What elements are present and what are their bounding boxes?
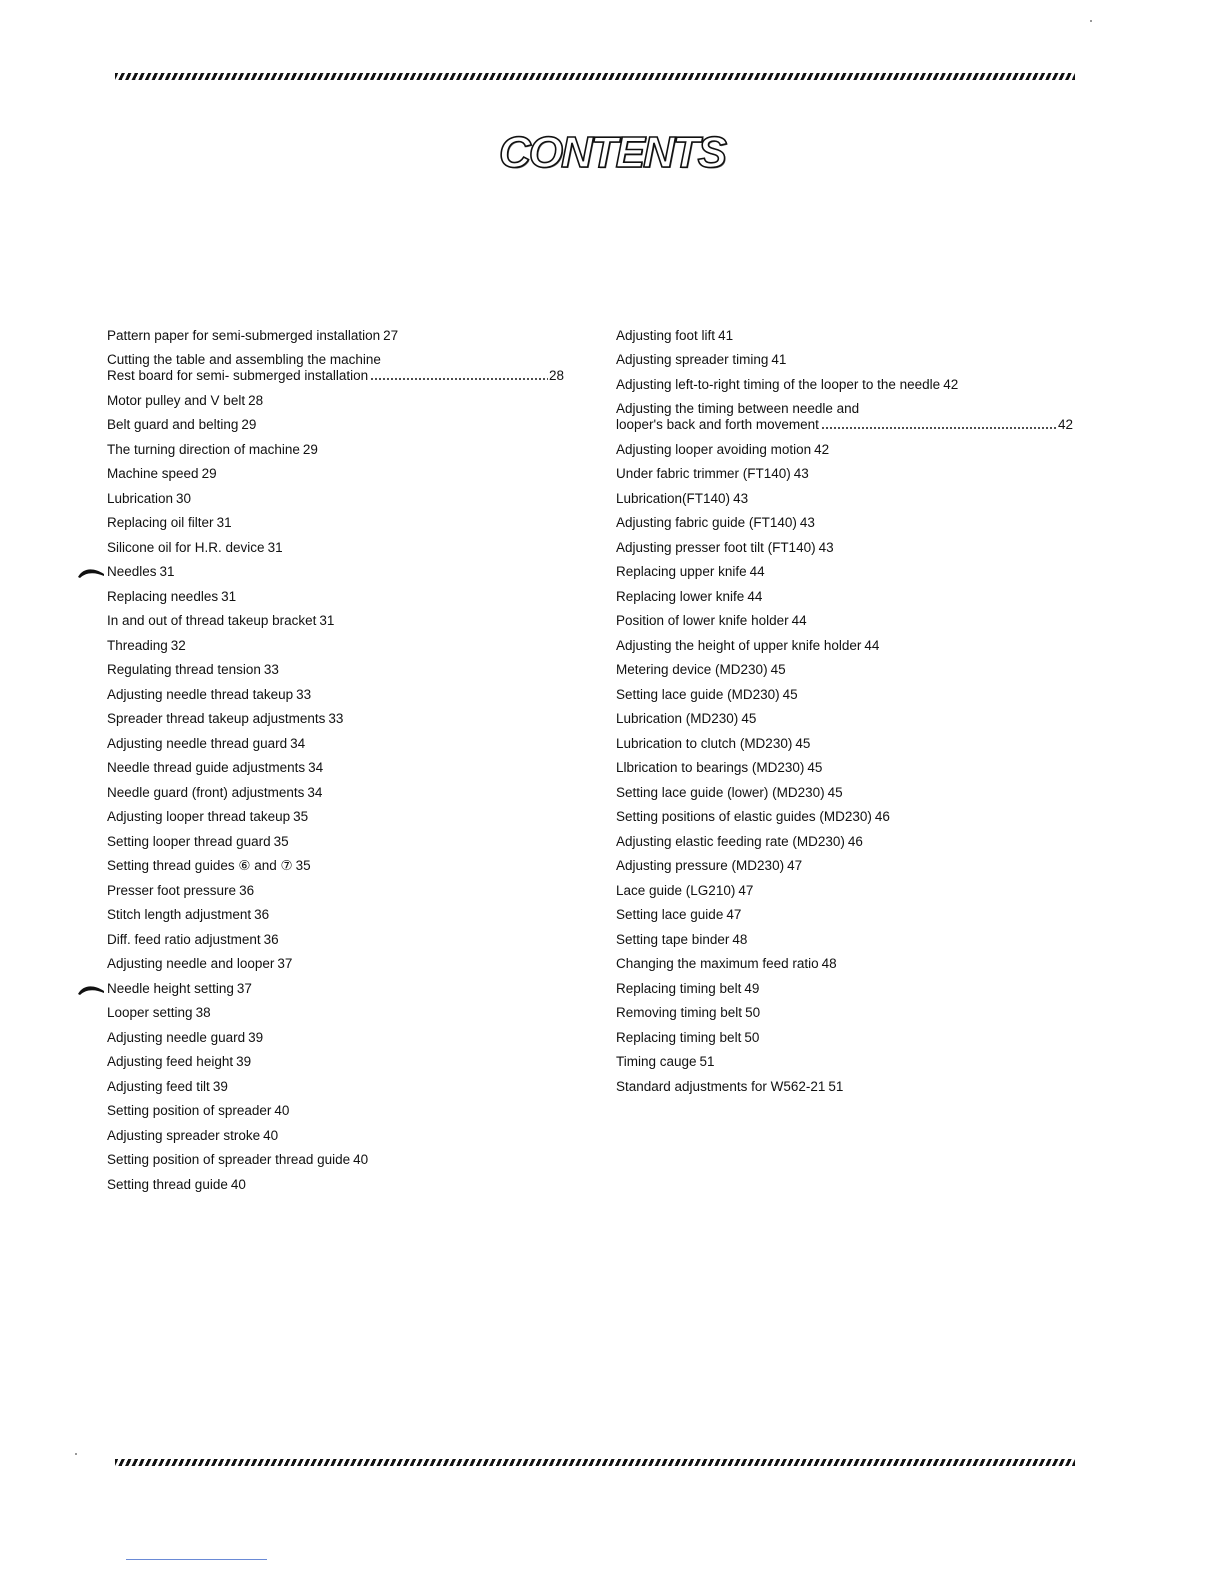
- toc-entry-row: [616, 417, 1073, 433]
- toc-entry-page-number: 43: [733, 490, 749, 506]
- toc-entry-row: [107, 1005, 211, 1021]
- toc-entry-row: [107, 1177, 246, 1193]
- toc-entry-page-number: 46: [847, 833, 863, 849]
- toc-entry: [616, 556, 1073, 581]
- toc-entry-title: Setting position of spreader thread guide: [107, 1152, 351, 1167]
- toc-entry-title: Setting thread guide: [107, 1176, 228, 1192]
- toc-entry-page-number: 43: [793, 466, 809, 481]
- toc-entry-row: [107, 442, 318, 458]
- toc-entry-row: [616, 662, 786, 678]
- toc-entry-page-number: 44: [749, 564, 765, 579]
- toc-entry-row: [616, 687, 798, 703]
- toc-entry: [616, 368, 1073, 393]
- toc-entry: [616, 531, 1073, 556]
- toc-entry-row: [616, 377, 958, 393]
- toc-entry-page-number: 50: [745, 1005, 761, 1020]
- page-title: CONTENTS: [499, 128, 725, 177]
- scan-speck: [75, 1453, 77, 1455]
- footer-line: [126, 1559, 267, 1560]
- toc-entry-row: [107, 368, 564, 384]
- toc-entry-row: [616, 1054, 715, 1070]
- toc-entry: [107, 1021, 564, 1046]
- toc-entry: [616, 703, 1073, 728]
- toc-entry-title: Adjusting needle thread takeup: [107, 686, 294, 702]
- toc-entry: [107, 1095, 564, 1120]
- toc-entry-title: Setting lace guide: [616, 907, 724, 922]
- toc-entry-row: [107, 760, 323, 776]
- toc-entry-page-number: 33: [263, 662, 279, 677]
- toc-entry-page-number: 31: [159, 564, 175, 579]
- toc-entry: [107, 556, 564, 581]
- toc-entry-page-number: 45: [741, 711, 757, 726]
- toc-entry-title: Adjusting foot lift: [616, 327, 716, 343]
- toc-entry-title: Adjusting needle thread guard: [107, 735, 288, 751]
- toc-entry-page-number: 45: [770, 662, 786, 677]
- toc-entry: [616, 319, 1073, 344]
- toc-entry-title: Adjusting presser foot tilt (FT140): [616, 539, 816, 555]
- toc-entry-row: [616, 442, 829, 458]
- toc-entry-page-number: 42: [943, 376, 959, 392]
- toc-entry-title: Replacing upper knife: [616, 564, 747, 579]
- toc-entry-page-number: 50: [744, 1029, 760, 1045]
- toc-entry: [616, 850, 1073, 875]
- toc-entry-row: [107, 981, 252, 997]
- toc-entry-title: Setting thread guides ⑥ and ⑦: [107, 858, 293, 873]
- toc-entry-title: In and out of thread takeup bracket: [107, 613, 317, 628]
- toc-entry-page-number: 34: [307, 784, 323, 800]
- toc-entry-title: looper's back and forth movement: [616, 417, 819, 432]
- toc-entry-title: Timing cauge: [616, 1054, 697, 1069]
- toc-entry-row: [616, 785, 843, 801]
- toc-entry-title: Setting lace guide (MD230): [616, 686, 780, 702]
- toc-entry-row: [107, 417, 256, 433]
- toc-entry-title: Adjusting looper avoiding motion: [616, 441, 812, 457]
- toc-entry-first-line: Cutting the table and assembling the machine: [107, 352, 381, 367]
- toc-entry-row: [107, 638, 186, 654]
- toc-entry-page-number: 42: [814, 441, 830, 457]
- toc-entry-row: [107, 736, 305, 752]
- toc-entry-page-number: 36: [263, 931, 279, 947]
- toc-entry-row: [107, 393, 263, 409]
- toc-entry-page-number: 39: [236, 1054, 252, 1069]
- toc-entry-page-number: 43: [818, 539, 834, 555]
- toc-entry: [107, 727, 564, 752]
- toc-entry-page-number: 27: [383, 327, 399, 343]
- toc-entry-row: [107, 466, 217, 482]
- toc-entry-title: Standard adjustments for W562-21: [616, 1078, 826, 1094]
- toc-entry-row: [616, 1030, 759, 1046]
- toc-entry-row: [616, 491, 748, 507]
- bottom-border-strip: [115, 1459, 1075, 1466]
- toc-entry-title: Spreader thread takeup adjustments: [107, 711, 326, 726]
- toc-entry: [616, 776, 1073, 801]
- toc-entry-title: Adjusting spreader timing: [616, 352, 769, 367]
- toc-entry-title: Adjusting pressure (MD230): [616, 858, 785, 873]
- toc-entry-row: [107, 883, 254, 899]
- toc-entry-title: Belt guard and belting: [107, 417, 239, 432]
- thumb-marker-icon: [77, 566, 105, 578]
- toc-entry-page-number: 49: [744, 980, 760, 996]
- toc-entry-row: [616, 1005, 760, 1021]
- toc-entry: [107, 1144, 564, 1169]
- toc-entry: [616, 433, 1073, 458]
- toc-entry-page-number: 36: [254, 907, 270, 922]
- toc-entry: [107, 703, 564, 728]
- toc-entry-title: Replacing oil filter: [107, 515, 214, 530]
- toc-entry-row: [107, 834, 289, 850]
- toc-entry-page-number: 44: [747, 588, 763, 604]
- toc-entry-title: Needle thread guide adjustments: [107, 760, 306, 775]
- toc-entry-title: Adjusting left-to-right timing of the looper to the needle: [616, 376, 941, 392]
- toc-entry-title: Adjusting looper thread takeup: [107, 809, 291, 824]
- toc-entry-page-number: 37: [277, 956, 293, 971]
- scan-speck: [1090, 20, 1092, 22]
- toc-entry: [616, 801, 1073, 826]
- toc-entry-title: Replacing timing belt: [616, 1029, 742, 1045]
- toc-entry-row: [616, 956, 837, 972]
- toc-entry: [616, 344, 1073, 369]
- toc-entry: [616, 393, 1073, 434]
- toc-entry-row: [616, 589, 762, 605]
- toc-entry-title: Adjusting elastic feeding rate (MD230): [616, 833, 845, 849]
- toc-entry-row: [616, 540, 834, 556]
- toc-entry-row: [107, 662, 279, 678]
- toc-entry-row: [107, 1030, 263, 1046]
- toc-entry: [107, 850, 564, 875]
- toc-entry-title: Setting lace guide (lower) (MD230): [616, 784, 825, 800]
- toc-entry-row: [107, 858, 311, 874]
- toc-entry-title: Machine speed: [107, 466, 199, 481]
- toc-entry-title: Lubrication(FT140): [616, 490, 731, 506]
- toc-entry-page-number: 35: [295, 858, 311, 873]
- toc-entry-title: Presser foot pressure: [107, 882, 237, 898]
- toc-entry-title: Adjusting spreader stroke: [107, 1127, 261, 1143]
- toc-entry: [616, 972, 1073, 997]
- toc-entry: [107, 678, 564, 703]
- toc-entry-page-number: 31: [221, 588, 237, 604]
- toc-entry: [616, 899, 1073, 924]
- toc-entry-title: Needles: [107, 564, 157, 579]
- toc-entry: [107, 482, 564, 507]
- toc-entry-page-number: 35: [293, 809, 309, 824]
- toc-entry-row: [107, 540, 283, 556]
- toc-entry-page-number: 35: [273, 833, 289, 849]
- toc-entry: [616, 482, 1073, 507]
- toc-entry: [107, 801, 564, 826]
- toc-entry-title: Lubrication: [107, 490, 174, 506]
- toc-entry-row: [616, 834, 863, 850]
- toc-entry: [107, 458, 564, 483]
- toc-entry-title: Pattern paper for semi-submerged installation: [107, 327, 381, 343]
- toc-entry-page-number: 29: [201, 466, 217, 481]
- toc-entry-page-number: 40: [263, 1127, 279, 1143]
- toc-entry-page-number: 44: [791, 613, 807, 628]
- toc-entry-row: [107, 1152, 368, 1168]
- toc-entry-page-number: 51: [828, 1078, 844, 1094]
- toc-entry: [107, 433, 564, 458]
- toc-entry-first-line: Adjusting the timing between needle and: [616, 401, 860, 416]
- toc-entry-title: Replacing lower knife: [616, 588, 745, 604]
- toc-entry-page-number: 48: [821, 956, 837, 971]
- toc-entry-row: [616, 638, 879, 654]
- contents-left-column: [107, 319, 564, 1193]
- toc-entry-title: Adjusting the height of upper knife holder: [616, 637, 862, 653]
- toc-entry: [616, 874, 1073, 899]
- toc-entry-title: Metering device (MD230): [616, 662, 768, 677]
- toc-entry-page-number: 38: [195, 1005, 211, 1020]
- toc-entry-title: Replacing needles: [107, 588, 219, 604]
- toc-entry: [107, 344, 564, 385]
- toc-entry: [107, 654, 564, 679]
- toc-entry: [107, 1119, 564, 1144]
- toc-entry-row: [616, 515, 815, 531]
- toc-entry: [107, 507, 564, 532]
- toc-entry-title: Needle height setting: [107, 980, 234, 996]
- toc-entry-page-number: 51: [699, 1054, 715, 1069]
- toc-entry-row: [616, 711, 756, 727]
- toc-entry: [616, 948, 1073, 973]
- toc-entry-page-number: 44: [864, 637, 880, 653]
- toc-entry-row: [107, 932, 279, 948]
- top-border-strip: [115, 73, 1075, 80]
- toc-entry: [616, 678, 1073, 703]
- toc-entry-row: [616, 907, 741, 923]
- toc-entry-title: Diff. feed ratio adjustment: [107, 931, 261, 947]
- toc-entry-title: Removing timing belt: [616, 1005, 743, 1020]
- toc-entry: [107, 319, 564, 344]
- toc-entry-title: Adjusting feed tilt: [107, 1078, 210, 1094]
- toc-entry-page-number: 40: [353, 1152, 369, 1167]
- toc-entry-title: Setting looper thread guard: [107, 833, 271, 849]
- toc-entry-title: Needle guard (front) adjustments: [107, 784, 305, 800]
- toc-entry-row: [616, 328, 733, 344]
- toc-entry-page-number: 31: [216, 515, 232, 530]
- toc-entry-page-number: 34: [290, 735, 306, 751]
- toc-entry-title: Silicone oil for H.R. device: [107, 539, 265, 555]
- toc-entry-page-number: 41: [718, 327, 734, 343]
- toc-entry-page-number: 31: [319, 613, 335, 628]
- toc-entry: [107, 1046, 564, 1071]
- toc-entry-title: Regulating thread tension: [107, 662, 261, 677]
- toc-entry: [107, 948, 564, 973]
- toc-entry: [616, 1046, 1073, 1071]
- toc-entry-row: [616, 883, 753, 899]
- toc-entry: [107, 874, 564, 899]
- toc-entry-row: [107, 907, 269, 923]
- thumb-marker-icon: [77, 983, 105, 995]
- toc-entry: [616, 654, 1073, 679]
- toc-entry-page-number: 47: [787, 858, 803, 873]
- toc-entry-row: [107, 1128, 278, 1144]
- toc-entry: [107, 997, 564, 1022]
- toc-entry-page-number: 41: [771, 352, 787, 367]
- toc-entry-row: [107, 1054, 251, 1070]
- toc-entry-page-number: 34: [308, 760, 324, 775]
- toc-entry-page-number: 48: [732, 931, 748, 947]
- toc-entry: [616, 458, 1073, 483]
- toc-entry: [107, 605, 564, 630]
- toc-entry-page-number: 39: [248, 1029, 264, 1045]
- toc-entry-page-number: 46: [874, 809, 890, 824]
- toc-entry-page-number: 45: [782, 686, 798, 702]
- toc-entry: [107, 1168, 564, 1193]
- toc-entry-title: Replacing timing belt: [616, 980, 742, 996]
- toc-entry-page-number: 28: [548, 368, 564, 383]
- toc-entry-page-number: 47: [726, 907, 742, 922]
- toc-entry: [616, 825, 1073, 850]
- toc-entry-page-number: 28: [248, 392, 264, 408]
- toc-entry-title: Lace guide (LG210): [616, 882, 736, 898]
- toc-entry-row: [616, 858, 802, 874]
- toc-entry-title: Adjusting needle guard: [107, 1029, 246, 1045]
- toc-entry: [107, 629, 564, 654]
- toc-entry-row: [616, 564, 765, 580]
- toc-entry-row: [616, 1079, 843, 1095]
- toc-entry-title: Stitch length adjustment: [107, 907, 252, 922]
- toc-entry: [107, 752, 564, 777]
- dot-leader: [370, 377, 548, 381]
- toc-entry: [107, 776, 564, 801]
- toc-entry-title: Position of lower knife holder: [616, 613, 789, 628]
- toc-entry-page-number: 33: [296, 686, 312, 702]
- toc-entry-page-number: 39: [212, 1078, 228, 1094]
- toc-entry-page-number: 40: [274, 1103, 290, 1118]
- toc-entry-title: Adjusting fabric guide (FT140): [616, 515, 797, 530]
- toc-entry-row: [616, 981, 759, 997]
- toc-entry-row: [107, 613, 334, 629]
- toc-entry-page-number: 32: [170, 637, 186, 653]
- toc-entry: [107, 384, 564, 409]
- toc-entry-row: [107, 589, 236, 605]
- toc-entry-row: [616, 466, 809, 482]
- toc-entry: [107, 1070, 564, 1095]
- toc-entry-page-number: 42: [1057, 417, 1073, 432]
- toc-entry-page-number: 43: [799, 515, 815, 530]
- toc-entry-page-number: 36: [239, 882, 255, 898]
- toc-entry: [107, 580, 564, 605]
- toc-entry: [107, 409, 564, 434]
- toc-entry-page-number: 40: [230, 1176, 246, 1192]
- toc-entry: [616, 752, 1073, 777]
- toc-entry-title: Rest board for semi- submerged installation: [107, 368, 369, 383]
- toc-entry: [616, 580, 1073, 605]
- contents-right-column: [616, 319, 1073, 1095]
- toc-entry-row: [107, 1079, 228, 1095]
- toc-entry-row: [616, 352, 786, 368]
- toc-entry: [616, 629, 1073, 654]
- toc-entry-row: [107, 564, 175, 580]
- toc-entry-row: [107, 785, 322, 801]
- toc-entry-row: [616, 613, 807, 629]
- toc-entry-title: Llbrication to bearings (MD230): [616, 760, 805, 775]
- toc-entry: [107, 923, 564, 948]
- toc-entry-row: [107, 711, 343, 727]
- toc-entry: [616, 923, 1073, 948]
- toc-entry-row: [107, 491, 191, 507]
- toc-entry-page-number: 33: [328, 711, 344, 726]
- toc-entry-row: [107, 515, 232, 531]
- toc-entry-page-number: 29: [241, 417, 257, 432]
- toc-entry-row: [107, 687, 311, 703]
- toc-entry: [616, 1021, 1073, 1046]
- toc-entry-title: Setting position of spreader: [107, 1103, 272, 1118]
- toc-entry-title: Adjusting needle and looper: [107, 956, 275, 971]
- toc-entry-title: Changing the maximum feed ratio: [616, 956, 819, 971]
- toc-entry: [107, 899, 564, 924]
- toc-entry-row: [616, 932, 747, 948]
- toc-entry: [616, 1070, 1073, 1095]
- toc-entry-title: Lubrication (MD230): [616, 711, 739, 726]
- toc-entry: [616, 997, 1073, 1022]
- toc-entry-page-number: 37: [236, 980, 252, 996]
- toc-entry-title: Threading: [107, 637, 168, 653]
- toc-entry-page-number: 47: [738, 882, 754, 898]
- dot-leader: [821, 426, 1057, 430]
- toc-entry-title: The turning direction of machine: [107, 441, 300, 457]
- toc-entry-title: Under fabric trimmer (FT140): [616, 466, 791, 481]
- toc-entry: [616, 727, 1073, 752]
- toc-entry: [107, 825, 564, 850]
- toc-entry-title: Setting positions of elastic guides (MD230): [616, 809, 872, 824]
- toc-entry-row: [616, 736, 810, 752]
- toc-entry: [107, 972, 564, 997]
- toc-entry: [616, 605, 1073, 630]
- toc-entry-row: [107, 328, 398, 344]
- toc-entry-title: Looper setting: [107, 1005, 193, 1020]
- toc-entry-title: Motor pulley and V belt: [107, 392, 246, 408]
- toc-entry-page-number: 45: [795, 735, 811, 751]
- toc-entry-page-number: 31: [267, 539, 283, 555]
- toc-entry-row: [107, 956, 292, 972]
- toc-entry-page-number: 29: [302, 441, 318, 457]
- toc-entry-title: Lubrication to clutch (MD230): [616, 735, 793, 751]
- toc-entry-row: [107, 1103, 289, 1119]
- toc-entry-page-number: 30: [176, 490, 192, 506]
- toc-entry-title: Setting tape binder: [616, 931, 730, 947]
- toc-entry-page-number: 45: [827, 784, 843, 800]
- toc-entry-page-number: 45: [807, 760, 823, 775]
- toc-entry: [616, 507, 1073, 532]
- toc-entry: [107, 531, 564, 556]
- toc-entry-row: [616, 809, 890, 825]
- toc-entry-title: Adjusting feed height: [107, 1054, 234, 1069]
- toc-entry-row: [616, 760, 822, 776]
- toc-entry-row: [107, 809, 308, 825]
